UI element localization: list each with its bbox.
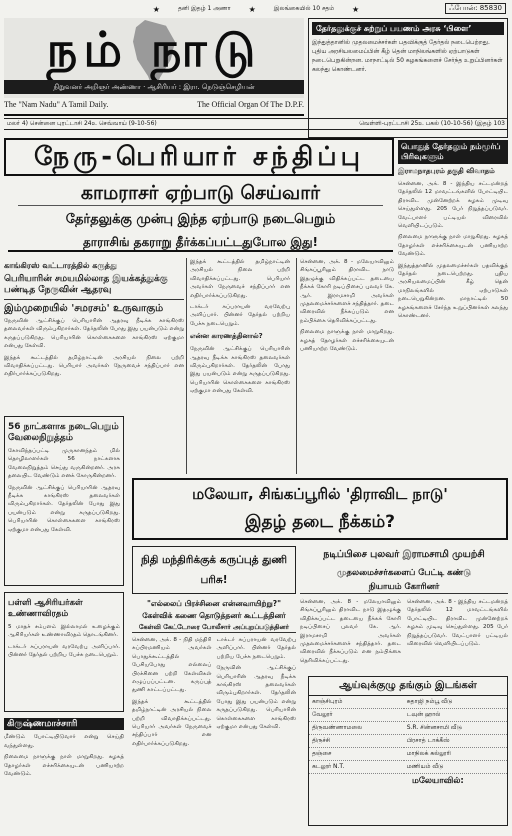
finance-body-text: சென்னை, அக். 8 - நிதி மந்திரி சுப்பிரமணியம் அவர்கள் பொதுக்கூட்டத்தில் பேசியபோது எல்லைப் பிரச்சினை பற்றி கேள்விகள் எழுப்பப்பட்டன. கருப்புத் துணி காட்டப்பட்டது.	[132, 637, 212, 694]
malaya-headline-b: இதழ் தடை நீக்கம்?	[245, 512, 395, 532]
teachers-body: 5 மாதச் சம்பளம் இல்லாமல் உழைக்கும் ஆசிரியர்கள் உண்ணாவிரதம் தொடங்கினர்.	[8, 624, 120, 639]
right-column	[398, 140, 508, 470]
teachers-body-extra: டாக்டர் சுப்பராயன் வரவேற்பு அளிப்பார். பின்னர் தேர்தல் பற்றிய பேச்சு நடைபெறும்.	[8, 643, 120, 659]
finance-body-text-3: டாக்டர் சுப்பராயன் வரவேற்பு அளிப்பார். பின்னர் தேர்தல் பற்றிய பேச்சு நடைபெறும்.	[216, 637, 296, 660]
table-cell-venue: மணியம் வீடு	[404, 761, 507, 774]
main-subheadline-2: தேர்தலுக்கு முன்பு இந்த ஏற்பாடு நடைபெறும்	[65, 212, 336, 227]
teachers-title: பள்ளி ஆசிரியர்கள் உண்ணாவிரதம்	[8, 598, 83, 619]
table-cell-venue: பிரசாத் டாக்கீஸ்	[404, 735, 507, 748]
strike-title: 56 நாட்களாக நடைபெறும் வேலைநிறுத்தம்	[8, 422, 119, 443]
malaya-body-text-2: சென்னை, அக். 8 - இந்திய சட்டமன்றத் தேர்தலில் 12 மாவட்டங்களில் போட்டியிட திராவிட முன்னேற்றக் கழகம் முடிவு செய்துள்ளது. 205 பேர் நிறுத்தப்படுவர். வேட்பாளர் பட்டியல் விரைவில் வெளியிடப்படும்.	[407, 599, 508, 648]
left-head-3: இம்முறையில் 'சமரசம்' உருவாகும்	[4, 299, 184, 314]
english-org: The Official Organ Of The D.P.F.	[197, 100, 304, 109]
malaya-sub-2: முதலமைச்சர்களைப் பேட்டி கண்டு	[337, 568, 471, 578]
finance-sub-1: "எல்லைப் பிரச்சினை என்னவாயிற்று?"	[146, 599, 282, 608]
column-rule	[296, 258, 297, 474]
malaya-headline-a: மலேயா, சிங்கப்பூரில் 'திராவிட நாடு'	[192, 485, 448, 503]
table-row	[309, 709, 507, 722]
strike-body: கோவிந்தப்பட்டி முருகானந்தம் மில் தொழிலாளர்கள் 56 நாட்களாக வேலைநிறுத்தம் செய்து வருகின்றனர். அரசு தலையிட வேண்டும் எனக் கோருகின்றனர்.	[8, 448, 120, 480]
table-row	[309, 748, 507, 761]
krishnamachari-title: கிருஷ்ணமாச்சாரி	[4, 718, 124, 730]
main-subheadline-3: தாராசிங் தகராறு தீர்க்கப்பட்டதுபோல இது!	[8, 232, 393, 252]
table-cell-venue: S.R. சின்னசாமி வீடு	[404, 722, 507, 735]
masthead	[4, 18, 304, 116]
left-column-top	[4, 258, 184, 408]
table-row	[309, 761, 507, 774]
center-right-column	[300, 258, 394, 474]
newspaper-logo: நம் நாடு	[46, 22, 262, 78]
question-head: என்ன காரணத்தினால்?	[190, 332, 263, 341]
malaya-continued-head: மலேயாவில்:	[412, 776, 464, 786]
dateline-left: மலர் 4) சென்னை புரட்டாசி 24உ செவ்வாய் (9-10-56)	[7, 120, 157, 127]
malaya-headline-box	[132, 478, 508, 540]
committee-venues-box	[308, 676, 508, 826]
committee-venues-table	[309, 696, 507, 774]
table-row	[309, 735, 507, 748]
center-right-body: சென்னை, அக். 8 - மலேயாவிலும் சிங்கப்பூரிலும் திராவிட நாடு இதழுக்கு விதிக்கப்பட்ட தடையை நீக்கக் கோரி நடிப்பிசைப் புலவர் கே. ஆர். இராமசாமி அவர்கள் முதலமைச்சர்களைச் சந்தித்தார். தடை விரைவில் நீக்கப்படும் என நம்பிக்கை தெரிவிக்கப்பட்டது.	[300, 259, 394, 324]
right-column-sub: இராமநாதபுரம் தகுதி விவாதம்	[398, 167, 495, 175]
star-icon: ★	[152, 4, 160, 14]
center-body-2: டாக்டர் சுப்பராயன் வரவேற்பு அளிப்பார். பின்னர் தேர்தல் பற்றிய பேச்சு நடைபெறும்.	[190, 304, 290, 327]
star-icon: ★	[248, 4, 256, 14]
table-row	[309, 722, 507, 735]
top-right-title: தேர்தலுக்குச் சுற்றுப் பயணம் அரசு ‘பிளை’	[312, 22, 504, 35]
krishnamachari-body: மீண்டும் போட்டியிடுவார் என்று செய்தி வந்துள்ளது.	[4, 734, 124, 749]
committee-venues-title: ஆய்வுக்குழு தங்கும் இடங்கள்	[309, 677, 507, 696]
top-bar	[0, 3, 512, 15]
finance-headline: நிதி மந்திரிக்குக் கருப்புத் துணி பரிசு!	[141, 554, 287, 586]
table-cell-place: திருச்சி	[309, 735, 404, 748]
right-column-body: சென்னை, அக். 8 - இந்திய சட்டமன்றத் தேர்தலில் 12 மாவட்டங்களில் போட்டியிட திராவிட முன்னேற்றக் கழகம் முடிவு செய்துள்ளது. 205 பேர் நிறுத்தப்படுவர். வேட்பாளர் பட்டியல் விரைவில் வெளியிடப்படும்.	[398, 181, 508, 230]
table-cell-venue: டவுன் ஹால்	[404, 709, 507, 722]
left-head-1: காங்கிரஸ் வட்டாரத்தில் கருத்து	[4, 261, 117, 270]
logo-box	[4, 18, 304, 98]
column-rule	[186, 258, 187, 474]
finance-body-text-4: நேருவின் ஆட்சிக்குப் பெரியாரின் ஆதரவு நீடிக்க காங்கிரஸ் தலைவர்கள் விரும்புகிறார்கள். தேர்தலின் போது இது பயன்படும் என்று கருதப்படுகிறது. பெரியாரின் கொள்கைகளை காங்கிரஸ் ஏற்குமா என்பது கேள்வி.	[216, 665, 296, 731]
right-column-head: பொதுத் தேர்தலும் நம்மூர்ப் பிரிவுகளும்	[398, 140, 508, 164]
dateline-right: வெள்ளி-புரட்டாசி 25உ பகல் (10-10-56) (இதழ் 103	[359, 120, 505, 127]
phone-label: ஃபோன்: 85830	[445, 3, 506, 14]
right-column-body-3: இந்துத்தானில் முதலமைச்சர்கள் பதவிக்குத் தேர்தல் நடைபெற்றது. புதிய அரசியலமைப்பின் கீழ் தென் மாநிலங்களில் ஏற்பாடுகள் நடைபெறுகின்றன. மாநாட்டில் 50 கழகங்களைச் சேர்ந்த உறுப்பினர்கள் கலந்து கொண்டனர்.	[398, 262, 508, 320]
finance-body	[132, 636, 296, 828]
english-title-row	[4, 100, 304, 109]
center-body-3: நேருவின் ஆட்சிக்குப் பெரியாரின் ஆதரவு நீடிக்க காங்கிரஸ் தலைவர்கள் விரும்புகிறார்கள். தேர்தலின் போது இது பயன்படும் என்று கருதப்படுகிறது. பெரியாரின் கொள்கைகளை காங்கிரஸ் ஏற்குமா என்பது கேள்வி.	[190, 346, 290, 395]
left-body: நேருவின் ஆட்சிக்குப் பெரியாரின் ஆதரவு நீடிக்க காங்கிரஸ் தலைவர்கள் விரும்புகிறார்கள். தேர்தலின் போது இது பயன்படும் என்று கருதப்படுகிறது. பெரியாரின் கொள்கைகளை காங்கிரஸ் ஏற்குமா என்பது கேள்வி.	[4, 318, 184, 350]
main-headline: நேரு-பெரியார் சந்திப்பு	[4, 138, 394, 176]
malaya-sub-3: நியாயம் கோரினர்	[300, 580, 508, 594]
table-row	[309, 696, 507, 709]
logo-strip: நிறுவனர் அறிஞர் அண்ணா · ஆசிரியர் : இரா. நெடுஞ்செழியன்	[4, 80, 304, 94]
table-cell-venue: மாநிலக் கல்லூரி	[404, 748, 507, 761]
table-cell-place: கடலூர் N.T.	[309, 761, 404, 774]
center-body-1: இந்தக் கூட்டத்தில் தமிழ்நாட்டின் அரசியல் நிலை பற்றி விவாதிக்கப்பட்டது. பெரியார் அவர்கள் நேருவைச் சந்திப்பார் என எதிர்பார்க்கப்படுகிறது.	[190, 259, 290, 299]
table-cell-venue: சுதாஜி நம்பூ வீடு	[404, 696, 507, 709]
finance-sub-2: கேள்விக் கணை தொடுத்தனர் கூட்டத்தினர்	[142, 611, 286, 620]
krishnamachari-box	[4, 718, 124, 828]
star-icon: ★	[352, 4, 360, 14]
main-subheadline-1: காமராசர் ஏற்பாடு செய்வார்	[18, 180, 383, 206]
strike-body-extra: நேருவின் ஆட்சிக்குப் பெரியாரின் ஆதரவு நீடிக்க காங்கிரஸ் தலைவர்கள் விரும்புகிறார்கள். தேர்தலின் போது இது பயன்படும் என்று கருதப்படுகிறது. பெரியாரின் கொள்கைகளை காங்கிரஸ் ஏற்குமா என்பது கேள்வி.	[8, 484, 120, 533]
left-body-2: இந்தக் கூட்டத்தில் தமிழ்நாட்டின் அரசியல் நிலை பற்றி விவாதிக்கப்பட்டது. பெரியார் அவர்கள் நேருவைச் சந்திப்பார் என எதிர்பார்க்கப்படுகிறது.	[4, 354, 184, 378]
finance-head-box	[132, 546, 296, 594]
malaya-body-text: சென்னை, அக். 8 - மலேயாவிலும் சிங்கப்பூரிலும் திராவிட நாடு இதழுக்கு விதிக்கப்பட்ட தடையை நீக்கக் கோரி நடிப்பிசைப் புலவர் கே. ஆர். இராமசாமி அவர்கள் முதலமைச்சர்களைச் சந்தித்தார். தடை விரைவில் நீக்கப்படும் என நம்பிக்கை தெரிவிக்கப்பட்டது.	[300, 599, 401, 664]
center-right-body-2: நிலைமை நாளுக்கு நாள் மாறுகிறது. கழகத் தோழர்கள் எச்சரிக்கையுடன் பணியாற்ற வேண்டும்.	[300, 329, 394, 353]
top-right-body: இந்துத்தானில் முதலமைச்சர்கள் பதவிக்குத் தேர்தல் நடைபெற்றது. புதிய அரசியலமைப்பின் கீழ் தென் மாநிலங்களில் ஏற்பாடுகள் நடைபெறுகின்றன. மாநாட்டில் 50 கழகங்களைச் சேர்ந்த உறுப்பினர்கள் கலந்து கொண்டனர்.	[312, 39, 503, 73]
established-label: இலங்கையில் 10 சதம்	[273, 5, 335, 12]
finance-sub-3: கேள்வி கேட்டோரை போலீசார் அப்புறப்படுத்தினர்	[132, 622, 296, 633]
english-title: The "Nam Nadu" A Tamil Daily.	[4, 100, 109, 109]
left-head-2: பெரியாரின் சமயமில்லாத இயக்கத்துக்கு பண்டித நேருவின் ஆதரவு	[4, 274, 168, 295]
malaya-body	[300, 598, 508, 670]
right-column-body-2: நிலைமை நாளுக்கு நாள் மாறுகிறது. கழகத் தோழர்கள் எச்சரிக்கையுடன் பணியாற்ற வேண்டும்.	[398, 234, 508, 258]
table-cell-place: திருவண்ணாமலை	[309, 722, 404, 735]
teachers-box	[4, 592, 124, 712]
dateline	[4, 118, 508, 130]
table-cell-place: வேலூர்	[309, 709, 404, 722]
center-column	[190, 258, 290, 474]
price-label: தனி இதழ் 1 அணா	[177, 5, 231, 12]
krishnamachari-body-extra: நிலைமை நாளுக்கு நாள் மாறுகிறது. கழகத் தோழர்கள் எச்சரிக்கையுடன் பணியாற்ற வேண்டும்.	[4, 754, 124, 778]
table-cell-place: காஞ்சிபுரம்	[309, 696, 404, 709]
malaya-sub-1: நடிப்பிசை புலவர் இராமசாமி முயற்சி	[323, 549, 485, 560]
strike-box	[4, 416, 124, 586]
finance-body-text-2: இந்தக் கூட்டத்தில் தமிழ்நாட்டின் அரசியல் நிலை பற்றி விவாதிக்கப்பட்டது. பெரியார் அவர்கள் நேருவைச் சந்திப்பார் என எதிர்பார்க்கப்படுகிறது.	[132, 698, 212, 747]
table-cell-place: தஞ்சை	[309, 748, 404, 761]
